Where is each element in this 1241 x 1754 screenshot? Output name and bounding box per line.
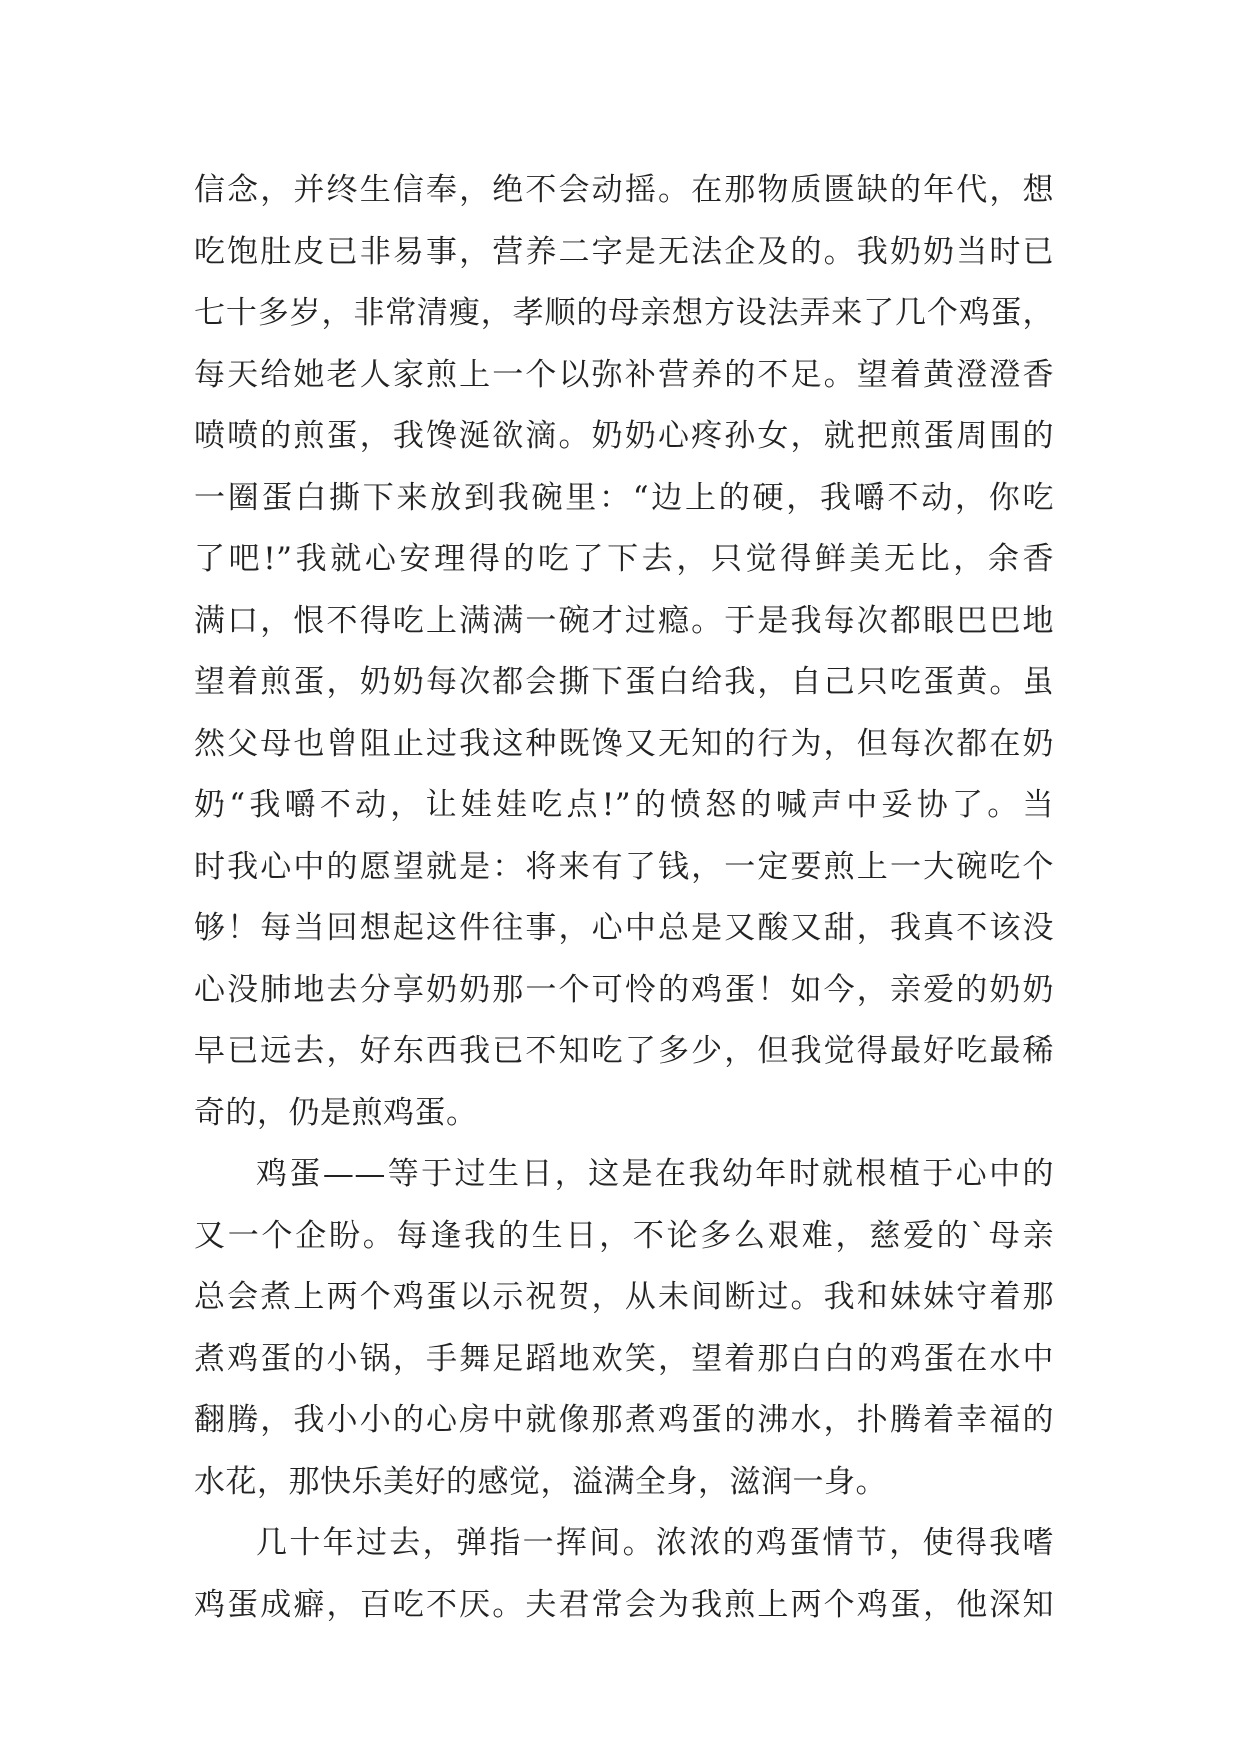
text-line: 总会煮上两个鸡蛋以示祝贺，从未间断过。我和妹妹守着那 xyxy=(194,1279,1054,1315)
text-line: 时我心中的愿望就是：将来有了钱，一定要煎上一大碗吃个 xyxy=(194,848,1054,885)
text-line: 然父母也曾阻止过我这种既馋又无知的行为，但每次都在奶 xyxy=(194,725,1054,762)
text-line: 每天给她老人家煎上一个以弥补营养的不足。望着黄澄澄香 xyxy=(194,356,1054,393)
text-line: 翻腾，我小小的心房中就像那煮鸡蛋的沸水，扑腾着幸福的 xyxy=(194,1402,1054,1438)
text-line: 七十多岁，非常清瘦，孝顺的母亲想方设法弄来了几个鸡蛋， xyxy=(194,295,1054,331)
text-line: 鸡蛋——等于过生日，这是在我幼年时就根植于心中的 xyxy=(256,1156,1054,1192)
text-line: 满口，恨不得吃上满满一碗才过瘾。于是我每次都眼巴巴地 xyxy=(194,602,1054,639)
text-line: 够！每当回想起这件往事，心中总是又酸又甜，我真不该没 xyxy=(194,910,1054,946)
text-line: 了吧!”我就心安理得的吃了下去，只觉得鲜美无比，余香 xyxy=(194,541,1054,577)
text-line: 水花，那快乐美好的感觉，溢满全身，滋润一身。 xyxy=(194,1463,887,1500)
text-line: 奇的，仍是煎鸡蛋。 xyxy=(194,1094,478,1131)
text-line: 一圈蛋白撕下来放到我碗里：“边上的硬，我嚼不动，你吃 xyxy=(194,479,1054,516)
text-line: 心没肺地去分享奶奶那一个可怜的鸡蛋！如今，亲爱的奶奶 xyxy=(194,971,1054,1008)
text-line: 又一个企盼。每逢我的生日，不论多么艰难，慈爱的`母亲 xyxy=(194,1217,1054,1254)
text-line: 吃饱肚皮已非易事，营养二字是无法企及的。我奶奶当时已 xyxy=(194,233,1054,270)
body-text xyxy=(194,160,1054,1636)
text-line: 望着煎蛋，奶奶每次都会撕下蛋白给我，自己只吃蛋黄。虽 xyxy=(194,664,1054,700)
text-line: 信念，并终生信奉，绝不会动摇。在那物质匮缺的年代，想 xyxy=(194,172,1054,208)
text-line: 几十年过去，弹指一挥间。浓浓的鸡蛋情节，使得我嗜 xyxy=(256,1525,1054,1561)
text-line: 喷喷的煎蛋，我馋涎欲滴。奶奶心疼孙女，就把煎蛋周围的 xyxy=(194,418,1054,454)
text-line: 早已远去，好东西我已不知吃了多少，但我觉得最好吃最稀 xyxy=(194,1033,1054,1069)
text-line: 鸡蛋成癖，百吃不厌。夫君常会为我煎上两个鸡蛋，他深知 xyxy=(194,1586,1054,1623)
text-line: 奶“我嚼不动，让娃娃吃点!”的愤怒的喊声中妥协了。当 xyxy=(194,787,1054,823)
text-line: 煮鸡蛋的小锅，手舞足蹈地欢笑，望着那白白的鸡蛋在水中 xyxy=(194,1340,1054,1377)
